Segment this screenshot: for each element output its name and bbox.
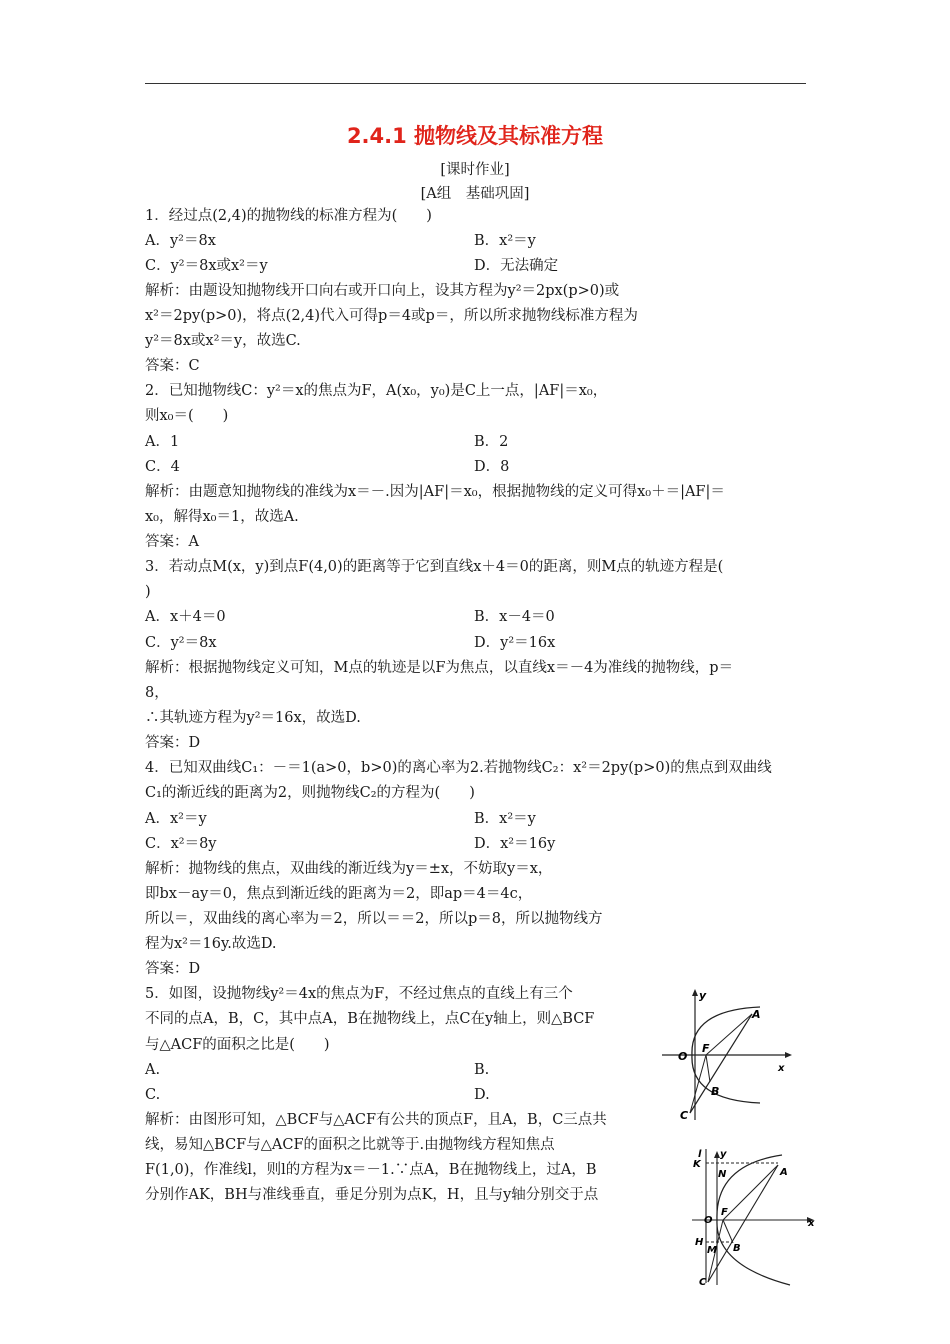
fig2-label-b: B <box>733 1243 741 1254</box>
q5-option-d: D. <box>474 1087 490 1103</box>
q4-option-a: A．x²＝y <box>145 811 207 827</box>
subtitle-homework: [课时作业] <box>440 162 510 178</box>
q2-option-c: C．4 <box>145 459 180 475</box>
q5-stem-2: 不同的点A，B，C，其中点A，B在抛物线上，点C在y轴上，则△BCF <box>145 1011 595 1027</box>
q1-stem: 1．经过点(2,4)的抛物线的标准方程为( ) <box>145 208 432 224</box>
fig2-label-a: A <box>780 1167 788 1178</box>
q2-stem-1: 2．已知抛物线C：y²＝x的焦点为F，A(x₀，y₀)是C上一点，|AF|＝x₀， <box>145 383 608 399</box>
q1-option-b: B．x²＝y <box>474 233 536 249</box>
q4-answer: 答案：D <box>145 961 201 977</box>
y-axis-arrow <box>692 989 698 996</box>
fig2-label-c: C <box>699 1277 707 1288</box>
fig1-label-o: O <box>678 1050 688 1063</box>
q1-analysis-3: y²＝8x或x²＝y，故选C. <box>145 333 301 349</box>
fig1-label-y: y <box>699 989 707 1002</box>
q1-analysis-1: 解析：由题设知抛物线开口向右或开口向上，设其方程为y²＝2px(p>0)或 <box>145 283 620 299</box>
q4-option-b: B．x²＝y <box>474 811 536 827</box>
q3-analysis-3: ∴其轨迹方程为y²＝16x，故选D. <box>145 710 361 726</box>
header-rule <box>145 83 806 84</box>
q5-analysis-1: 解析：由图形可知，△BCF与△ACF有公共的顶点F，且A，B，C三点共 <box>145 1112 607 1128</box>
q2-analysis-2: x₀，解得x₀＝1，故选A. <box>145 509 299 525</box>
fig2-label-y: y <box>720 1149 727 1160</box>
segment-fb <box>706 1055 710 1082</box>
segment-fb <box>723 1220 733 1243</box>
fig1-label-f: F <box>702 1042 710 1055</box>
q5-stem-1: 5．如图，设抛物线y²＝4x的焦点为F，不经过焦点的直线上有三个 <box>145 986 573 1002</box>
q2-stem-2: 则x₀＝( ) <box>145 408 229 424</box>
q4-stem-2: C₁的渐近线的距离为2，则抛物线C₂的方程为( ) <box>145 785 475 801</box>
page-title: 2.4.1 抛物线及其标准方程 <box>346 124 604 148</box>
fig1-label-a: A <box>752 1008 761 1021</box>
q5-stem-3: 与△ACF的面积之比是( ) <box>145 1037 330 1053</box>
q2-answer: 答案：A <box>145 534 199 550</box>
q2-option-a: A．1 <box>145 434 180 450</box>
q4-analysis-3: 所以＝，双曲线的离心率为＝2，所以＝＝2，所以p＝8，所以抛物线方 <box>145 911 603 927</box>
q1-option-c: C．y²＝8x或x²＝y <box>145 258 268 274</box>
q5-analysis-2: 线，易知△BCF与△ACF的面积之比就等于.由抛物线方程知焦点 <box>145 1137 555 1153</box>
fig2-label-n: N <box>718 1169 727 1180</box>
parabola-figure-2 <box>690 1145 820 1290</box>
q1-analysis-2: x²＝2py(p>0)，将点(2,4)代入可得p＝4或p＝，所以所求抛物线标准方程为 <box>145 308 638 324</box>
q5-option-c: C. <box>145 1087 161 1103</box>
q4-stem-1: 4．已知双曲线C₁：－＝1(a>0，b>0)的离心率为2.若抛物线C₂：x²＝2py(p>0)的焦点到双曲线 <box>145 760 772 776</box>
fig2-label-h: H <box>695 1237 704 1248</box>
q3-option-a: A．x＋4＝0 <box>145 609 226 625</box>
q3-stem-1: 3．若动点M(x，y)到点F(4,0)的距离等于它到直线x＋4＝0的距离，则M点的轨迹方程是( <box>145 559 724 575</box>
fig1-label-b: B <box>711 1085 720 1098</box>
q5-option-b: B. <box>474 1062 490 1078</box>
q3-option-c: C．y²＝8x <box>145 635 217 651</box>
q4-option-c: C．x²＝8y <box>145 836 217 852</box>
parabola-figure-1 <box>660 985 795 1125</box>
line-ca <box>708 1165 778 1282</box>
q3-stem-2: ) <box>145 584 151 600</box>
fig2-label-o: O <box>704 1215 713 1226</box>
q4-option-d: D．x²＝16y <box>474 836 556 852</box>
fig2-label-x: x <box>808 1218 815 1229</box>
q4-analysis-2: 即bx－ay＝0，焦点到渐近线的距离为＝2，即ap＝4＝4c， <box>145 886 533 902</box>
q4-analysis-1: 解析：抛物线的焦点，双曲线的渐近线为y＝±x，不妨取y＝x， <box>145 861 553 877</box>
q3-analysis-1: 解析：根据抛物线定义可知，M点的轨迹是以F为焦点，以直线x＝－4为准线的抛物线，p＝ <box>145 660 734 676</box>
fig2-label-m: M <box>707 1245 717 1256</box>
fig2-label-f: F <box>721 1207 728 1218</box>
fig2-label-l: l <box>698 1149 702 1160</box>
q1-option-d: D．无法确定 <box>474 258 559 274</box>
q5-option-a: A. <box>145 1062 161 1078</box>
fig1-label-x: x <box>778 1063 785 1074</box>
q3-option-b: B．x－4＝0 <box>474 609 555 625</box>
q2-analysis-1: 解析：由题意知抛物线的准线为x＝－.因为|AF|＝x₀，根据抛物线的定义可得x₀＋＝|AF|＝ <box>145 484 725 500</box>
q1-answer: 答案：C <box>145 358 200 374</box>
fig2-label-k: K <box>693 1159 701 1170</box>
q4-analysis-4: 程为x²＝16y.故选D. <box>145 936 277 952</box>
q3-option-d: D．y²＝16x <box>474 635 556 651</box>
q1-option-a: A．y²＝8x <box>145 233 216 249</box>
q2-option-d: D．8 <box>474 459 510 475</box>
subtitle-group: [A组 基础巩固] <box>420 186 530 202</box>
q2-option-b: B．2 <box>474 434 509 450</box>
q3-analysis-2: 8， <box>145 685 169 701</box>
segment-fa <box>706 1014 752 1055</box>
q3-answer: 答案：D <box>145 735 201 751</box>
q5-analysis-4: 分别作AK，BH与准线垂直，垂足分别为点K，H，且与y轴分别交于点 <box>145 1187 599 1203</box>
x-axis-arrow <box>785 1052 792 1058</box>
q5-analysis-3: F(1,0)，作准线l，则l的方程为x＝－1.∵点A，B在抛物线上，过A，B <box>145 1162 597 1178</box>
fig1-label-c: C <box>680 1109 689 1122</box>
